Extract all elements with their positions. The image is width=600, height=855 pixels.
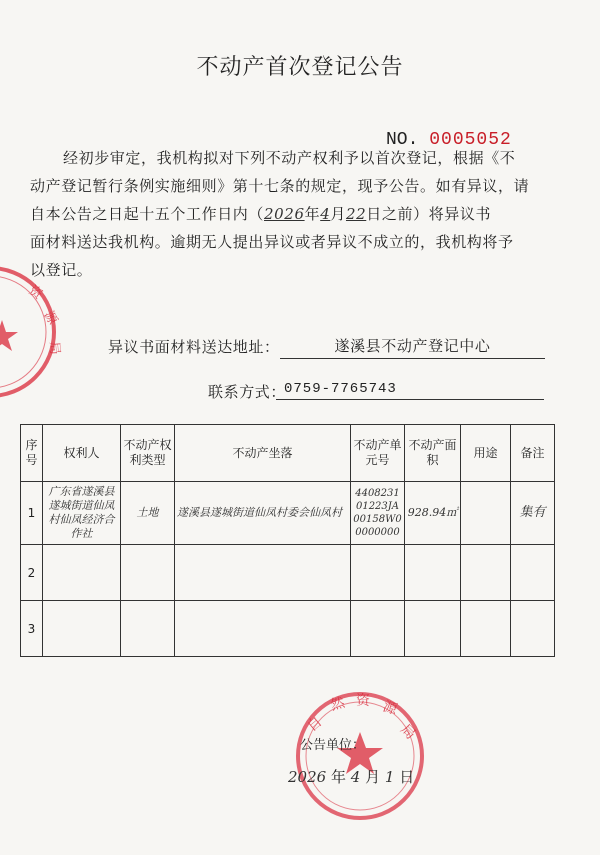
header-right-type: 不动产权利类型 <box>121 425 175 482</box>
date-day-unit: 日 <box>399 768 415 786</box>
row-location <box>175 601 351 657</box>
svg-text:局: 局 <box>46 341 63 356</box>
header-holder: 权利人 <box>43 425 121 482</box>
registration-table <box>20 424 555 657</box>
table-row <box>21 545 555 601</box>
row-unit-no <box>351 601 405 657</box>
page-title: 不动产首次登记公告 <box>196 55 404 80</box>
header-unit-no: 不动产单元号 <box>351 425 405 482</box>
body-line-5: 以登记。 <box>30 261 93 279</box>
date-month-unit: 月 <box>365 768 381 786</box>
date-month: 4 <box>350 768 361 786</box>
body-line-3 <box>30 200 578 228</box>
row-right-type <box>121 545 175 601</box>
table-row <box>21 601 555 657</box>
row-unit-no: 440823101223JA00158W00000000 <box>351 482 405 545</box>
row-use <box>461 482 511 545</box>
body-line-1: 经初步审定，我机构拟对下列不动产权利予以首次登记，根据《不 <box>63 149 516 167</box>
row-area <box>405 601 461 657</box>
objection-day: 22 <box>345 205 367 223</box>
row-note <box>511 545 555 601</box>
serial-value: 0005052 <box>429 130 512 150</box>
row-use <box>461 545 511 601</box>
date-year: 2026 <box>288 768 327 786</box>
row-note <box>511 601 555 657</box>
row-area <box>405 545 461 601</box>
row-unit-no <box>351 545 405 601</box>
row-location <box>175 545 351 601</box>
row-area: 928.94㎡ <box>405 482 461 545</box>
row-seq: 1 <box>21 482 43 545</box>
objection-year: 2026 <box>264 205 305 223</box>
serial-prefix: NO. <box>386 130 419 150</box>
row-right-type <box>121 601 175 657</box>
header-area: 不动产面积 <box>405 425 461 482</box>
date-year-unit: 年 <box>330 768 346 786</box>
svg-text:然: 然 <box>328 694 347 714</box>
contact-value: 0759-7765743 <box>276 381 544 400</box>
date-day: 1 <box>384 768 395 786</box>
official-seal-right <box>292 688 428 824</box>
table-row <box>21 482 555 545</box>
row-right-type: 土地 <box>121 482 175 545</box>
svg-text:自: 自 <box>304 713 326 736</box>
objection-month: 4 <box>320 205 331 223</box>
svg-text:资: 资 <box>25 282 45 303</box>
row-seq: 3 <box>21 601 43 657</box>
row-note: 集有 <box>511 482 555 545</box>
header-note: 备注 <box>511 425 555 482</box>
body-line-4: 面材料送达我机构。逾期无人提出异议或者异议不成立的，我机构将予 <box>30 233 514 251</box>
header-seq: 序号 <box>21 425 43 482</box>
body-line-3-m: 月 <box>330 205 346 223</box>
body-line-3-y: 年 <box>304 205 321 223</box>
notice-body <box>30 144 578 284</box>
header-use: 用途 <box>461 425 511 482</box>
row-holder: 广东省遂溪县遂城街道仙凤村仙凤经济合作社 <box>43 482 121 545</box>
body-line-2: 动产登记暂行条例实施细则》第十七条的规定，现予公告。如有异议，请 <box>30 177 530 195</box>
body-line-3-pre: 自本公告之日起十五个工作日内（ <box>30 205 265 223</box>
announcement-date <box>288 766 414 787</box>
svg-text:资: 资 <box>356 693 370 709</box>
table-header-row <box>21 425 555 482</box>
row-holder <box>43 601 121 657</box>
svg-text:源: 源 <box>40 308 61 328</box>
svg-text:局: 局 <box>397 721 419 743</box>
objection-address-label: 异议书面材料送达地址： <box>108 338 280 356</box>
announcer-label: 公告单位： <box>300 738 366 753</box>
row-seq: 2 <box>21 545 43 601</box>
contact-label: 联系方式： <box>208 383 287 401</box>
row-holder <box>43 545 121 601</box>
body-line-3-post: 日之前）将异议书 <box>366 205 492 223</box>
row-location: 遂溪县遂城街道仙凤村委会仙凤村 <box>175 482 351 545</box>
header-location: 不动产坐落 <box>175 425 351 482</box>
svg-text:源: 源 <box>380 698 400 719</box>
objection-address-value: 遂溪县不动产登记中心 <box>280 335 545 359</box>
row-use <box>461 601 511 657</box>
